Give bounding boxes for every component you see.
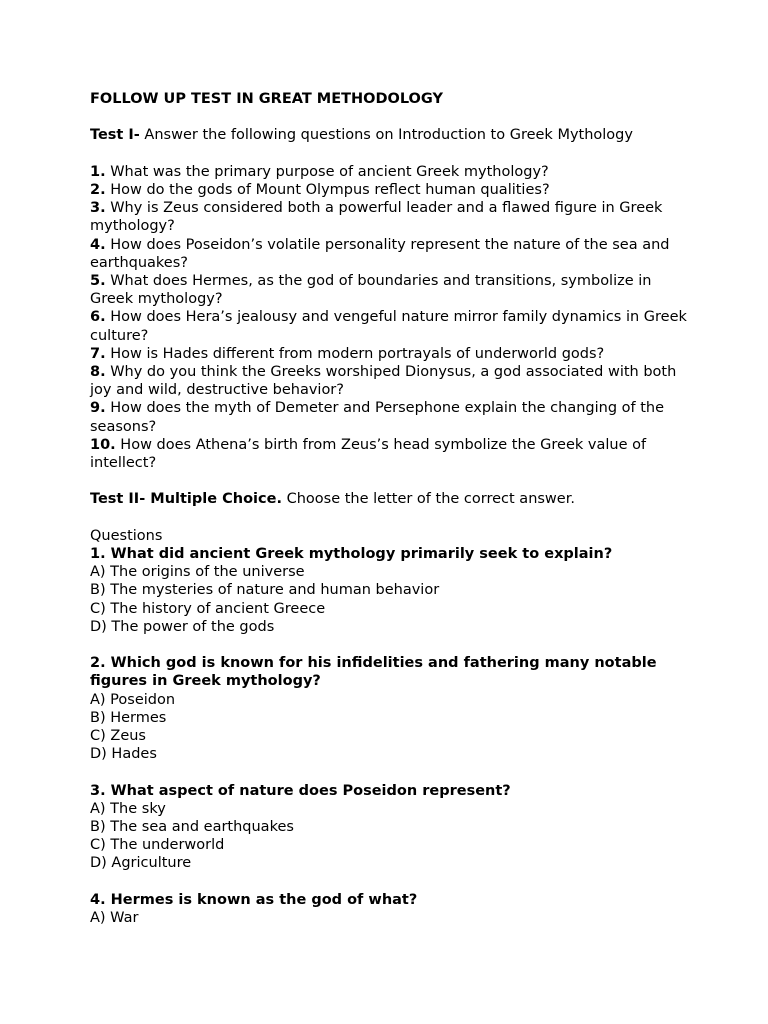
test1-instruction: Answer the following questions on Introduction to Greek Mythology — [139, 127, 633, 144]
mc-option: D) The power of the gods — [90, 618, 275, 635]
question-text: How does Athena’s birth from Zeus’s head symbolize the Greek value of intellect? — [90, 436, 647, 472]
test1-question-8 — [90, 363, 690, 399]
question-text: What was the primary purpose of ancient Greek mythology? — [105, 163, 549, 180]
mc-option: B) The mysteries of nature and human behavior — [90, 582, 440, 599]
question-number: 7. — [90, 345, 106, 362]
mc-option: A) Poseidon — [90, 691, 176, 708]
test1-question-9 — [90, 399, 690, 435]
question-number: 2. — [90, 181, 106, 198]
mc-option: C) The history of ancient Greece — [90, 600, 326, 617]
test1-question-1 — [90, 163, 690, 181]
mc-option: B) The sea and earthquakes — [90, 819, 294, 836]
test1-question-2 — [90, 181, 690, 199]
question-number: 10. — [90, 436, 116, 453]
question-text: Why is Zeus considered both a powerful leader and a flawed figure in Greek mythology? — [90, 200, 663, 235]
mc-question: 1. What did ancient Greek mythology primarily seek to explain? — [90, 546, 613, 563]
mc-option: C) The underworld — [90, 837, 225, 854]
mc-question: 2. Which god is known for his infidelities and fathering many notable figures in Greek mythology? — [90, 655, 657, 690]
test1-question-3 — [90, 199, 690, 235]
mc-option: A) The sky — [90, 800, 166, 817]
spacer — [90, 636, 690, 654]
spacer — [90, 145, 690, 163]
question-number: 8. — [90, 364, 106, 381]
spacer — [90, 509, 690, 527]
mc-question: 4. Hermes is known as the god of what? — [90, 891, 418, 908]
document-page — [90, 90, 690, 927]
test1-question-6 — [90, 308, 690, 344]
mc-item-1 — [90, 545, 690, 636]
test1-question-4 — [90, 236, 690, 272]
test1-heading: Test I- — [90, 127, 140, 144]
mc-item-2 — [90, 654, 690, 763]
mc-option: A) The origins of the universe — [90, 564, 305, 581]
spacer — [90, 472, 690, 490]
mc-option: D) Hades — [90, 746, 157, 763]
question-number: 4. — [90, 236, 106, 253]
questions-label: Questions — [90, 527, 163, 544]
question-text: What does Hermes, as the god of boundaries and transitions, symbolize in Greek mythology? — [90, 273, 652, 308]
question-number: 3. — [90, 200, 106, 217]
test1-questions — [90, 163, 690, 472]
mc-option: C) Zeus — [90, 728, 146, 745]
question-number: 9. — [90, 400, 106, 417]
mc-option: A) War — [90, 910, 139, 927]
question-number: 6. — [90, 309, 106, 326]
test1-header — [90, 126, 690, 144]
test1-question-10 — [90, 436, 690, 472]
mc-question: 3. What aspect of nature does Poseidon represent? — [90, 782, 511, 799]
question-text: How does Poseidon’s volatile personality represent the nature of the sea and earthquakes? — [90, 236, 670, 271]
spacer — [90, 108, 690, 126]
spacer — [90, 763, 690, 781]
test1-question-5 — [90, 272, 690, 308]
mc-option: B) Hermes — [90, 709, 167, 726]
question-text: How does the myth of Demeter and Persephone explain the changing of the seasons? — [90, 400, 665, 435]
question-number: 1. — [90, 163, 106, 180]
question-text: Why do you think the Greeks worshiped Dionysus, a god associated with both joy and wild, destructive behavior? — [90, 364, 677, 399]
test2-instruction: Choose the letter of the correct answer. — [281, 491, 575, 508]
question-text: How do the gods of Mount Olympus reflect human qualities? — [105, 181, 550, 198]
mc-item-4 — [90, 891, 690, 927]
test2-header — [90, 490, 690, 508]
question-text: How does Hera’s jealousy and vengeful nature mirror family dynamics in Greek culture? — [90, 309, 687, 344]
document-title: FOLLOW UP TEST IN GREAT METHODOLOGY — [90, 91, 443, 107]
test1-question-7 — [90, 345, 690, 363]
question-text: How is Hades different from modern portrayals of underworld gods? — [105, 345, 605, 362]
mc-item-3 — [90, 782, 690, 873]
test2-heading: Test II- Multiple Choice. — [90, 491, 282, 508]
spacer — [90, 873, 690, 891]
mc-option: D) Agriculture — [90, 855, 192, 872]
question-number: 5. — [90, 273, 106, 289]
